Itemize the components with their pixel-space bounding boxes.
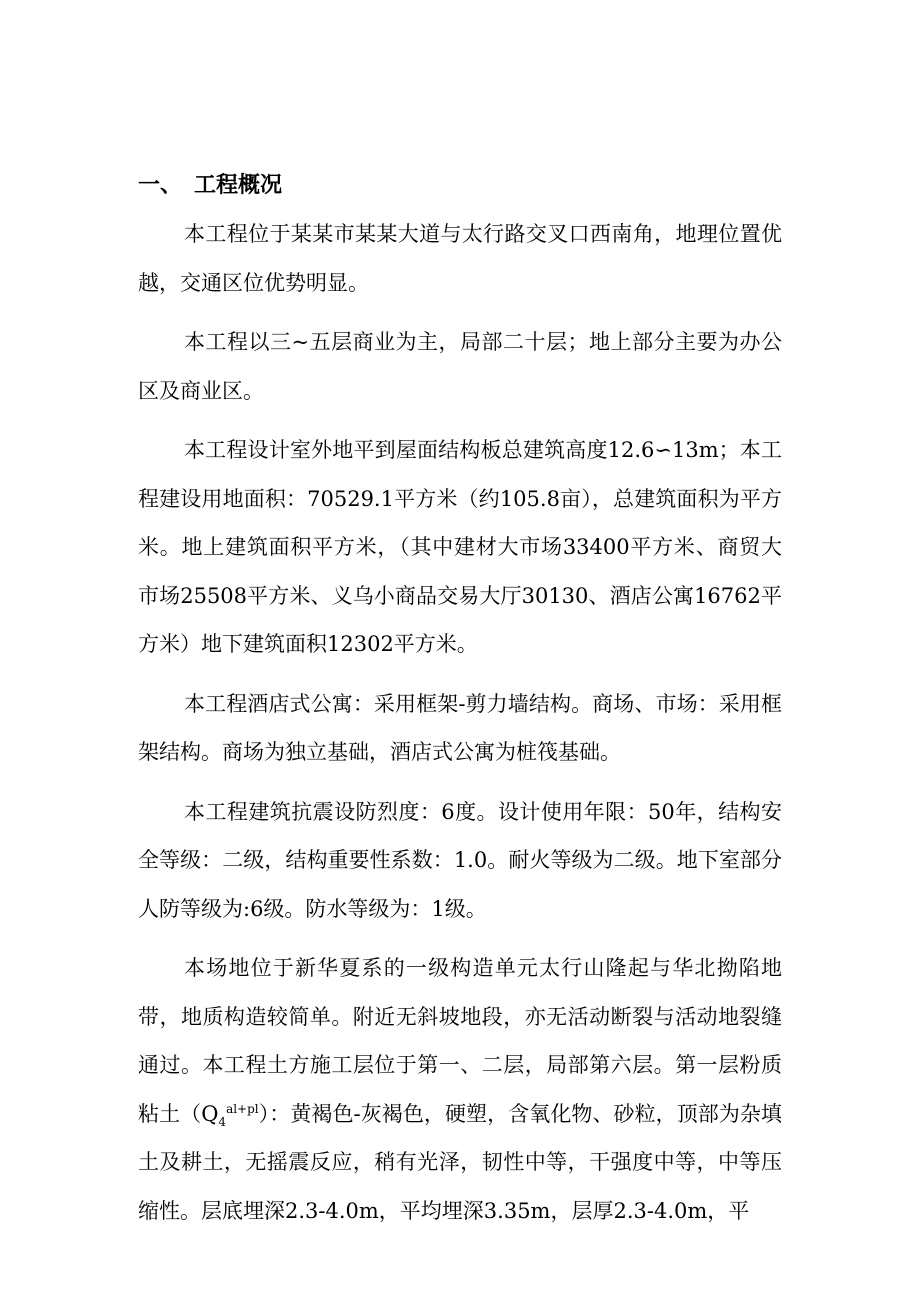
paragraph-floors: 本工程以三~五层商业为主，局部二十层；地上部分主要为办公区及商业区。 [138, 330, 782, 403]
document-body [138, 210, 782, 1246]
section-number: 一、 [138, 173, 183, 198]
section-heading [138, 168, 282, 204]
formula-superscript: al+pl [226, 1101, 259, 1116]
section-title: 工程概况 [194, 173, 283, 198]
paragraph-structure: 本工程酒店式公寓：采用框架-剪力墙结构。商场、市场：采用框架结构。商场为独立基础，酒店式公寓为桩筏基础。 [138, 691, 782, 764]
formula-subscript: 4 [218, 1114, 227, 1129]
paragraph-geology [138, 944, 782, 1235]
paragraph-seismic: 本工程建筑抗震设防烈度：6度。设计使用年限：50年，结构安全等级：二级，结构重要性系数：1.0。耐火等级为二级。地下室部分人防等级为:6级。防水等级为：1级。 [138, 799, 782, 921]
paragraph-location: 本工程位于某某市某某大道与太行路交叉口西南角，地理位置优越，交通区位优势明显。 [138, 222, 782, 295]
geology-text-end: ）：黄褐色-灰褐色，硬塑，含氧化物、砂粒，顶部为杂填土及耕土，无摇震反应，稍有光泽，韧性中等，干强度中等，中等压缩性。层底埋深2.3-4.0m，平均埋深3.35m，层厚2.3-4.0m，平 [138, 1101, 782, 1223]
paragraph-area: 本工程设计室外地平到屋面结构板总建筑高度12.6∽13m；本工程建设用地面积：70529.1平方米（约105.8亩），总建筑面积为平方米。地上建筑面积平方米，（其中建材大市场33400平方米、商贸大市场25508平方米、义乌小商品交易大厅30130、酒店公寓16762平方米）地下建筑面积12302平方米。 [138, 438, 782, 656]
geology-text-start: 本场地位于新华夏系的一级构造单元太行山隆起与华北拗陷地带，地质构造较简单。附近无斜坡地段，亦无活动断裂与活动地裂缝通过。本工程土方施工层位于第一、二层，局部第六层。第一层粉质粘土（Q [138, 956, 782, 1126]
